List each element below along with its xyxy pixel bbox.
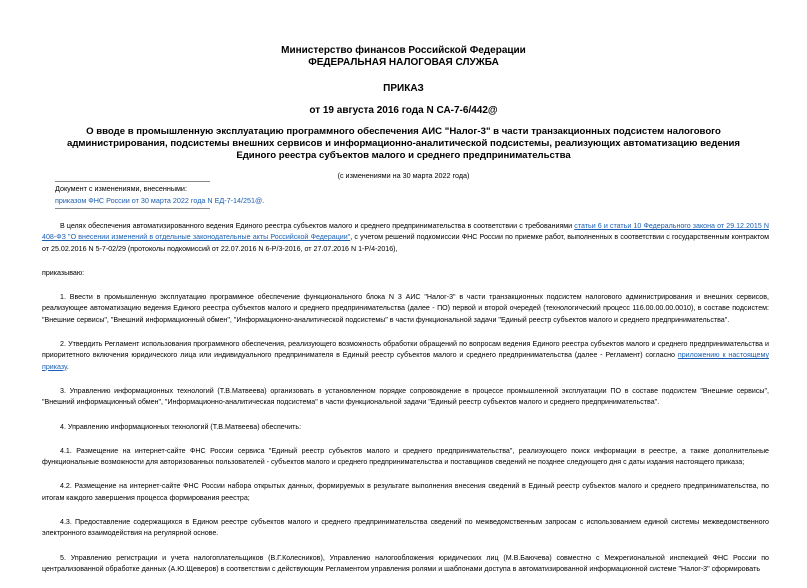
amending-order-link[interactable]: приказом ФНС России от 30 марта 2022 года N ЕД-7-14/251@. — [55, 196, 265, 205]
paragraph-text: , с учетом решений подкомиссии ФНС России по приемке работ, выполненных в соответствии с государственным контрактом от 25.02.2016 N 5-7-02/29 (протоколы подкомиссий от 22.07.2016 N 6-Р/3-2016, от 27.07.2016 N 1-Р/4-2016), — [42, 233, 769, 253]
paragraph-item-5: 5. Управлению регистрации и учета налогоплательщиков (В.Г.Колесников), Управлению налогообложения юридических лиц (М.В.Баючева) совместно с Межрегиональной инспекцией ФНС России по централизованной обработке данных (А.Ю.Щеверов) в соответствии с действующим Регламентом управления ролями и шаблонами доступа в автоматизированной информационной системе "Налог-3" сформировать — [42, 553, 769, 573]
ministry-name: Министерство финансов Российской Федерации — [281, 45, 526, 56]
preamble-paragraph — [42, 221, 769, 255]
divider — [55, 208, 210, 209]
paragraph-item-2 — [42, 339, 769, 373]
appendix-link[interactable]: приложению к настоящему приказу — [42, 351, 770, 371]
divider — [55, 181, 210, 182]
paragraph-text: . — [66, 362, 69, 371]
federal-law-link[interactable]: статьи 6 и статьи 10 Федерального закона от 29.12.2015 N 408-ФЗ "О внесении изменений в отдельные законодательные акты Российской Федерации" — [42, 222, 769, 242]
paragraph-item-3: 3. Управлению информационных технологий (Т.В.Матвеева) организовать в установленном порядке сопровождение в процессе промышленной эксплуатации ПО в составе подсистем "Внешние сервисы", "Внешний информационный обмен", "Информационно-аналитическая подсистема" в части функциональной задачи "Единый реестр субъектов малого и среднего предпринимательства". — [42, 386, 769, 407]
paragraph-item-4: 4. Управлению информационных технологий (Т.В.Матвеева) обеспечить: — [60, 422, 302, 431]
document-date-number: от 19 августа 2016 года N СА-7-6/442@ — [309, 105, 498, 116]
paragraph-text: 2. Утвердить Регламент использования программного обеспечения, реализующего возможность обработки обращений по вопросам ведения Единого реестра субъектов малого и среднего предпринимательства и приоритетного включения юридического лица или индивидуального предпринимателя в Единый реестр субъектов малого и среднего предпринимательства (далее - Регламент) согласно — [42, 340, 769, 360]
paragraph-item-4-2: 4.2. Размещение на интернет-сайте ФНС России набора открытых данных, формируемых в результате выполнения внесения сведений в Единый реестр субъектов малого и среднего предпринимательства, по итогам каждого завершения процесса формирования реестра; — [42, 482, 769, 502]
document-body — [42, 221, 769, 588]
paragraph-item-4-1: 4.1. Размещение на интернет-сайте ФНС России сервиса "Единый реестр субъектов малого и среднего предпринимательства", реализующего поиск информации в реестре, а также дополнительные функциональные возможности для авторизованных пользователей - субъектов малого и среднего предпринимательства и поставщиков сведений не позднее следующего дня с даты издания настоящего приказа; — [42, 446, 769, 467]
paragraph-item-4-3: 4.3. Предоставление содержащихся в Едином реестре субъектов малого и среднего предпринимательства сведений по межведомственным запросам с использованием единой системы межведомственного электронного взаимодействия на регулярной основе. — [42, 518, 769, 538]
order-word: приказываю: — [42, 268, 85, 277]
edition-note: (с изменениями на 30 марта 2022 года) — [337, 171, 470, 180]
document-header — [0, 45, 807, 117]
changes-label: Документ с изменениями, внесенными: — [55, 184, 187, 193]
paragraph-text: В целях обеспечения автоматизированного ведения Единого реестра субъектов малого и среднего предпринимательства в соответствии с требованиями — [60, 222, 575, 230]
document-title: О вводе в промышленную эксплуатацию программного обеспечения АИС "Налог-3" в части транзакционных подсистем налогового администрирования, подсистемы внешних сервисов и информационно-аналитической подсистемы, реализующих автоматизацию ведения Единого реестра субъектов малого и среднего предпринимательства — [66, 126, 740, 161]
document-type: ПРИКАЗ — [383, 83, 424, 94]
paragraph-item-1: 1. Ввести в промышленную эксплуатацию программное обеспечение функционального блока N 3 АИС "Налог-3" в части транзакционных подсистем налогового администрирования и внешних сервисов, реализующее автоматизацию ведения Единого реестра субъектов малого и среднего предпринимательства (далее - ПО) первой и второй очередей (технологический процесс 116.00.00.00.0010), в составе подсистем: "Внешние сервисы", "Внешний информационный обмен", "Информационно-аналитической подсистемы" в части функциональной задачи "Единый реестр субъектов малого и среднего предпринимательства". — [42, 293, 769, 324]
service-name: ФЕДЕРАЛЬНАЯ НАЛОГОВАЯ СЛУЖБА — [308, 57, 499, 68]
